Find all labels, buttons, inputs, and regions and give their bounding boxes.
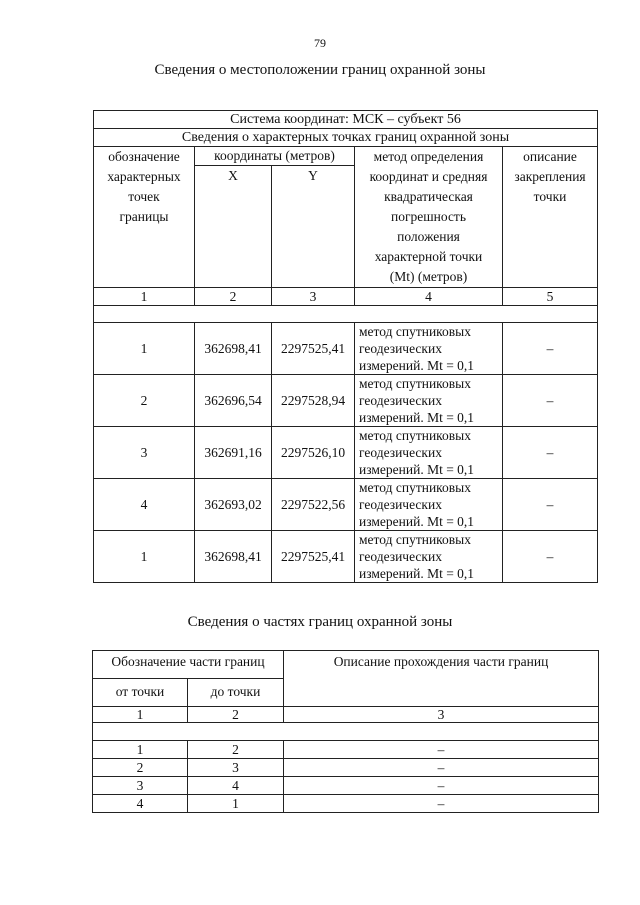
- method-cell: метод спутниковых геодезических измерений. Mt = 0,1: [355, 427, 503, 479]
- col-number: 1: [94, 288, 195, 306]
- table-row: [93, 759, 599, 777]
- blank-row: [94, 306, 598, 323]
- col-number: 1: [93, 707, 188, 723]
- header-x: X: [195, 166, 272, 288]
- header-designation: обозначение характерных точек границы: [94, 147, 195, 288]
- header-description: описание закрепления точки: [503, 147, 598, 288]
- description-cell: –: [284, 777, 599, 795]
- points-subtitle-cell: Сведения о характерных точках границ охранной зоны: [94, 129, 598, 147]
- y-cell: 2297528,94: [272, 375, 355, 427]
- y-cell: 2297526,10: [272, 427, 355, 479]
- point-cell: 1: [94, 323, 195, 375]
- description-cell: –: [503, 427, 598, 479]
- description-cell: –: [284, 741, 599, 759]
- description-cell: –: [503, 375, 598, 427]
- description-cell: –: [503, 323, 598, 375]
- table-row: [94, 479, 598, 531]
- to-cell: 1: [188, 795, 284, 813]
- section2-title: Сведения о частях границ охранной зоны: [187, 614, 453, 630]
- point-cell: 3: [94, 427, 195, 479]
- table-row: [93, 741, 599, 759]
- description-cell: –: [284, 795, 599, 813]
- from-cell: 2: [93, 759, 188, 777]
- col-number: 4: [355, 288, 503, 306]
- y-cell: 2297525,41: [272, 531, 355, 583]
- point-cell: 2: [94, 375, 195, 427]
- boundary-parts-table: [92, 650, 599, 813]
- x-cell: 362696,54: [195, 375, 272, 427]
- point-cell: 1: [94, 531, 195, 583]
- blank-row: [93, 723, 599, 741]
- from-cell: 4: [93, 795, 188, 813]
- y-cell: 2297522,56: [272, 479, 355, 531]
- table-row: [94, 531, 598, 583]
- method-cell: метод спутниковых геодезических измерений. Mt = 0,1: [355, 479, 503, 531]
- from-cell: 1: [93, 741, 188, 759]
- point-cell: 4: [94, 479, 195, 531]
- method-cell: метод спутниковых геодезических измерений. Mt = 0,1: [355, 323, 503, 375]
- header-part-designation: Обозначение части границ: [93, 651, 284, 679]
- method-cell: метод спутниковых геодезических измерений. Mt = 0,1: [355, 375, 503, 427]
- page-number: 79: [314, 36, 326, 50]
- coord-system-cell: Система координат: МСК – субъект 56: [94, 111, 598, 129]
- from-cell: 3: [93, 777, 188, 795]
- x-cell: 362698,41: [195, 531, 272, 583]
- header-from-point: от точки: [93, 679, 188, 707]
- table-row: [93, 777, 599, 795]
- to-cell: 4: [188, 777, 284, 795]
- table-row: [93, 795, 599, 813]
- header-to-point: до точки: [188, 679, 284, 707]
- col-number: 2: [195, 288, 272, 306]
- section1-title: Сведения о местоположении границ охранной зоны: [154, 62, 486, 78]
- boundary-points-table: [93, 110, 598, 583]
- header-coordinates: координаты (метров): [195, 147, 355, 166]
- method-cell: метод спутниковых геодезических измерений. Mt = 0,1: [355, 531, 503, 583]
- description-cell: –: [503, 531, 598, 583]
- table-row: [94, 375, 598, 427]
- header-passage-description: Описание прохождения части границ: [284, 651, 599, 707]
- col-number: 5: [503, 288, 598, 306]
- col-number: 3: [272, 288, 355, 306]
- table-row: [94, 427, 598, 479]
- x-cell: 362693,02: [195, 479, 272, 531]
- header-y: Y: [272, 166, 355, 288]
- x-cell: 362698,41: [195, 323, 272, 375]
- y-cell: 2297525,41: [272, 323, 355, 375]
- col-number: 3: [284, 707, 599, 723]
- description-cell: –: [284, 759, 599, 777]
- description-cell: –: [503, 479, 598, 531]
- to-cell: 2: [188, 741, 284, 759]
- to-cell: 3: [188, 759, 284, 777]
- table-row: [94, 323, 598, 375]
- header-method: метод определения координат и средняя квадратическая погрешность положения характерной точки (Mt) (метров): [355, 147, 503, 288]
- x-cell: 362691,16: [195, 427, 272, 479]
- col-number: 2: [188, 707, 284, 723]
